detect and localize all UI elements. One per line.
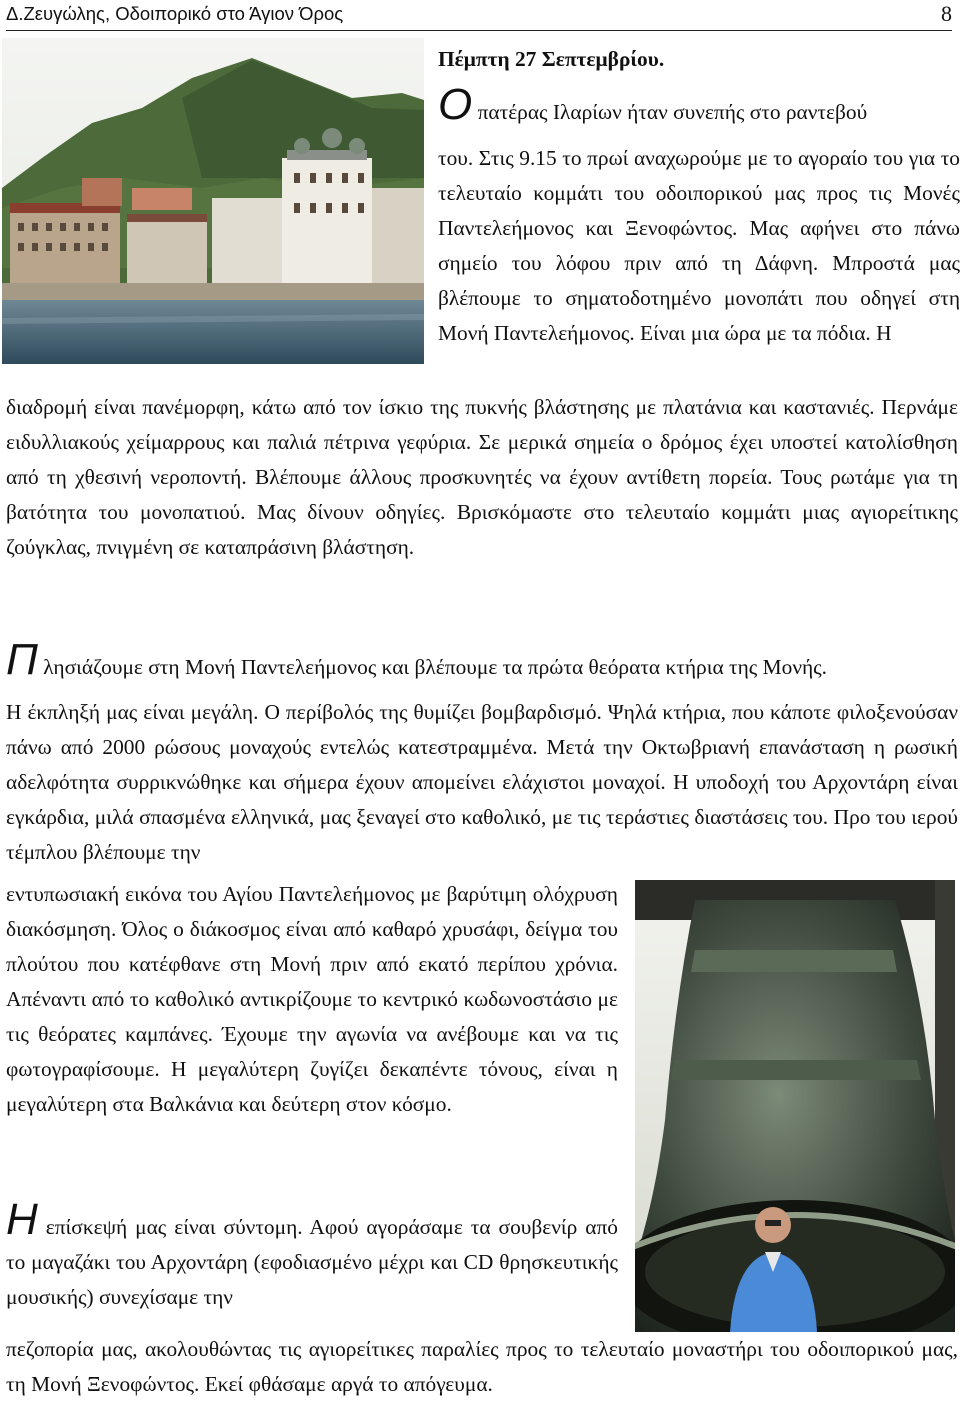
drop-cap: Η (6, 1195, 38, 1244)
section3-full (6, 1332, 958, 1402)
paragraph: διαδρομή είναι πανέμορφη, κάτω από τον ίσκιο της πυκνής βλάστησης με πλατάνια και καστανιές. Περνάμε ειδυλλιακούς χείμαρρους και παλιά πέτρινα γεφύρια. Σε μερικά σημεία ο δρόμος έχει υποστεί κατολίσθηση από τη χθεσινή νεροποντή. Βλέπουμε άλλους προσκυνητές να έχουν αντίθετη πορεία. Τους ρωτάμε για τη βατότητα του μονοπατιού. Μας δίνουν οδηγίες. Βρισκόμαστε στο τελευταίο κομμάτι μιας αγιορείτικης ζούγκλας, πνιγμένη σε καταπράσινη βλάστηση. (6, 395, 958, 559)
page-header (6, 0, 952, 31)
paragraph: εντυπωσιακή εικόνα του Αγίου Παντελεήμονος με βαρύτιμη ολόχρυση διακόσμηση. Όλος ο διάκοσμος είναι από καθαρό χρυσάφι, δείγμα του πλούτου που κατέφθανε στη Μονή πριν από εκατό περίπου χρόνια. Απέναντι από το καθολικό αντικρίζουμε το κεντρικό κωδωνοστάσιο με τις θεόρατες καμπάνες. Έχουμε την αγωνία να ανέβουμε και να τις φωτογραφίσουμε. Η μεγαλύτερη ζυγίζει δεκαπέντε τόνους, είναι η μεγαλύτερη στα Βαλκάνια και δεύτερη στον κόσμο. (6, 882, 618, 1116)
section3-first-paragraph (6, 1195, 619, 1315)
paragraph-text: επίσκεψή μας είναι σύντομη. Αφού αγοράσαμε τα σουβενίρ από το μαγαζάκι του Αρχοντάρη (εφοδιασμένο μέχρι και CD θρησκευτικής μουσικής) συνεχίσαμε την (6, 1215, 619, 1309)
first-line-text: λησιάζουμε στη Μονή Παντελεήμονος και βλέπουμε τα πρώτα θεόρατα κτήρια της Μονής. (43, 655, 828, 679)
section1-first-line (438, 80, 960, 130)
running-title: Δ.Ζευγώλης, Οδοιπορικό στο Άγιον Όρος (6, 3, 344, 24)
monastery-photo (2, 38, 424, 364)
paragraph: Η έκπληξή μας είναι μεγάλη. Ο περίβολός της θυμίζει βομβαρδισμό. Ψηλά κτήρια, που κάποτε φιλοξενούσαν πάνω από 2000 ρώσους μοναχούς εντελώς κατεστραμμένα. Μετά την Οκτωβριανή επανάσταση η ρωσική αδελφότητα συρρικνώθηκε και σήμερα έχουν απομείνει ελάχιστοι μοναχοί. Η υποδοχή του Αρχοντάρη είναι εγκάρδια, μιλά σπασμένα ελληνικά, μας ξεναγεί στο καθολικό, με τις τεράστιες διαστάσεις του. Προ του ιερού τέμπλου βλέπουμε την (6, 700, 958, 864)
entry-date: Πέμπτη 27 Σεπτεμβρίου. (438, 47, 665, 71)
section1-body-full (6, 390, 958, 565)
paragraph: πεζοπορία μας, ακολουθώντας τις αγιορείτικες παραλίες προς το τελευταίο μοναστήρι του οδοιπορικού μας, τη Μονή Ξενοφώντος. Εκεί φθάσαμε αργά το απόγευμα. (6, 1337, 958, 1396)
section1-column (438, 42, 960, 351)
section2-narrow (6, 877, 618, 1122)
section2-first-line (6, 635, 958, 685)
section3-narrow (6, 1195, 619, 1315)
section1-body: του. Στις 9.15 το πρωί αναχωρούμε με το αγοραίο του για το τελευταίο κομμάτι του οδοιπορικού μας προς τις Μονές Παντελεήμονος και Ξενοφώντος. Μας αφήνει στο πάνω σημείο του λόφου πριν από τη Δάφνη. Μπροστά μας βλέπουμε το σηματοδοτημένο μονοπάτι που οδηγεί στη Μονή Παντελεήμονος. Είναι μια ώρα με τα πόδια. Η (438, 146, 960, 345)
section2-full (6, 635, 958, 870)
drop-cap: Ο (438, 80, 473, 129)
bell-photo (635, 880, 955, 1332)
first-line-text: πατέρας Ιλαρίων ήταν συνεπής στο ραντεβού (477, 100, 868, 124)
page-number: 8 (941, 1, 952, 26)
drop-cap: Π (6, 635, 38, 684)
